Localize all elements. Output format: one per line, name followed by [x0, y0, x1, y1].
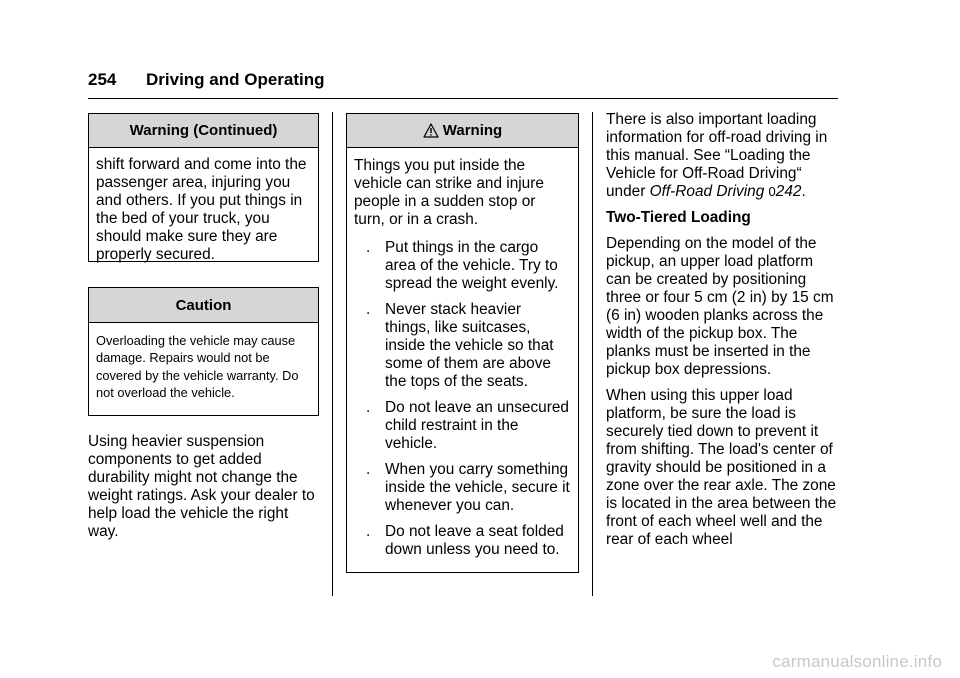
two-tiered-paragraph-2: When using this upper load platform, be sure the load is securely tied down to prevent it from shifting. The load's center of gravity should be positioned in a zone over the rear axle. The zone is located in the area between the front of each wheel well and the rear of each wheel [606, 387, 837, 548]
warning-content [347, 148, 578, 559]
page-reference-icon: 0 [768, 184, 776, 199]
bullet-glyph: . [366, 461, 371, 478]
header-rule [88, 98, 838, 99]
section-title: Driving and Operating [146, 70, 325, 89]
page-number: 254 [88, 70, 117, 89]
offroad-driving-link[interactable]: Off-Road Driving [649, 183, 765, 200]
bullet-glyph: . [366, 399, 371, 416]
page-reference-number[interactable]: 242 [775, 183, 802, 200]
caution-box [88, 287, 319, 416]
warning-continued-text: shift forward and come into the passenger area, injuring you and others. If you put things in the bed of your truck, you should make sure they are properly secured. [96, 156, 307, 263]
bullet-glyph: . [366, 239, 371, 256]
list-item: . When you carry something inside the vehicle, secure it whenever you can. [366, 461, 570, 514]
warning-triangle-icon [423, 117, 439, 150]
watermark: carmanualsonline.info [772, 652, 942, 671]
warning-continued-box [88, 113, 319, 262]
column-divider-right [592, 112, 593, 596]
warning-bullet-list [354, 239, 570, 559]
caution-text: Overloading the vehicle may cause damage. Repairs would not be covered by the vehicle warranty. Do not overload the vehicle. [96, 333, 299, 400]
right-column [606, 111, 842, 557]
list-item: . Do not leave an unsecured child restraint in the vehicle. [366, 399, 569, 452]
list-item: . Do not leave a seat folded down unless you need to. [366, 523, 564, 558]
offroad-reference-paragraph: There is also important loading information for off-road driving in this manual. See “Loading the Vehicle for Off-Road Driving“ under Off-Road Driving 0242. [606, 111, 828, 200]
warning-box [346, 113, 579, 573]
warning-title [347, 114, 578, 148]
column-divider-left [332, 112, 333, 596]
suspension-paragraph: Using heavier suspension components to get added durability might not change the weight ratings. Ask your dealer to help load the vehicle the right way. [88, 433, 315, 540]
warning-title-label: Warning [442, 122, 503, 139]
list-item: . Never stack heavier things, like suitcases, inside the vehicle so that some of them are above the tops of the seats. [366, 301, 554, 390]
caution-title: Caution [89, 288, 318, 323]
bullet-glyph: . [366, 301, 371, 318]
two-tiered-loading-heading: Two-Tiered Loading [606, 209, 751, 226]
page-header [88, 70, 325, 90]
warning-intro: Things you put inside the vehicle can strike and injure people in a sudden stop or turn, or in a crash. [354, 157, 544, 228]
bullet-glyph: . [366, 523, 371, 540]
two-tiered-paragraph-1: Depending on the model of the pickup, an upper load platform can be created by positioning three or four 5 cm (2 in) by 15 cm (6 in) wooden planks across the width of the pickup box. The planks must be inserted in the pickup box depressions. [606, 235, 834, 378]
warning-continued-title: Warning (Continued) [89, 114, 318, 148]
list-item: . Put things in the cargo area of the vehicle. Try to spread the weight evenly. [366, 239, 559, 292]
